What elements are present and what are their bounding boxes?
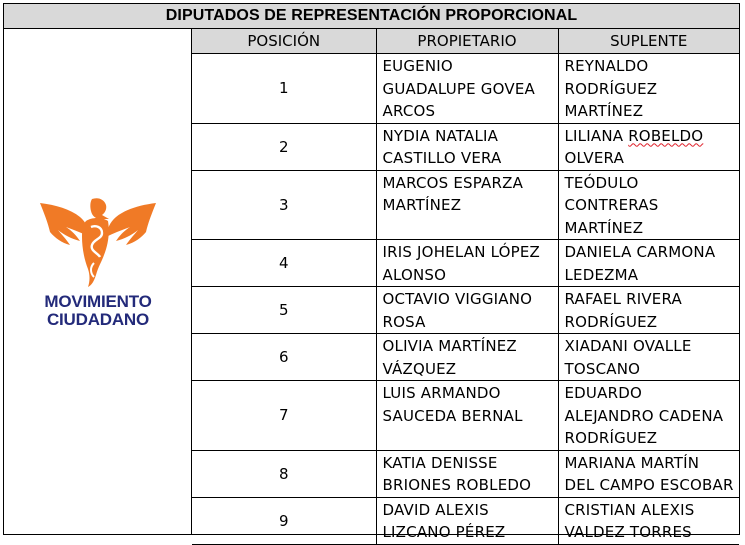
owner-cell — [376, 123, 558, 170]
table-row — [192, 287, 739, 334]
substitute-name-line: RODRÍGUEZ — [564, 79, 658, 98]
substitute-cell — [558, 123, 739, 170]
candidates-table — [192, 29, 739, 545]
substitute-cell — [558, 497, 739, 544]
eagle-icon — [36, 197, 160, 289]
table-row — [192, 497, 739, 544]
substitute-cell — [558, 334, 739, 381]
owner-name-line: EUGENIO — [382, 57, 453, 75]
owner-cell — [376, 497, 558, 544]
substitute-name-line: LEDEZMA — [564, 265, 639, 284]
header-owner: PROPIETARIO — [376, 29, 558, 54]
substitute-name-line: TEÓDULO — [564, 173, 639, 192]
party-name — [28, 293, 168, 329]
header-substitute: SUPLENTE — [558, 29, 739, 54]
substitute-name-line: CONTRERAS — [564, 196, 659, 214]
substitute-cell — [558, 54, 739, 124]
owner-name-line: MARCOS ESPARZA — [382, 173, 524, 192]
document-sheet — [3, 3, 740, 541]
substitute-cell — [558, 381, 739, 451]
owner-cell — [376, 54, 558, 124]
position-cell: 7 — [192, 381, 376, 451]
owner-cell — [376, 334, 558, 381]
owner-name-line: ALONSO — [382, 265, 447, 284]
substitute-cell — [558, 240, 739, 287]
owner-name-line: ROSA — [382, 312, 426, 331]
owner-cell — [376, 287, 558, 334]
substitute-name-line: XIADANI OVALLE — [564, 337, 692, 355]
owner-cell — [376, 381, 558, 451]
substitute-name-line: DANIELA CARMONA — [564, 243, 716, 261]
owner-name-line: LUIS ARMANDO — [382, 384, 501, 402]
party-name-line2: CIUDADANO — [46, 310, 150, 329]
owner-name-line: BRIONES ROBLEDO — [382, 476, 532, 494]
party-logo-cell — [4, 29, 192, 534]
table-row — [192, 123, 739, 170]
owner-name-line: NYDIA NATALIA — [382, 126, 499, 145]
owner-name-line: DAVID ALEXIS — [382, 500, 489, 519]
substitute-name-line: MARTÍNEZ — [564, 218, 644, 237]
table-row — [192, 450, 739, 497]
header-position: POSICIÓN — [192, 29, 376, 54]
table-row — [192, 334, 739, 381]
substitute-cell — [558, 450, 739, 497]
substitute-name-line: LILIANA ROBELDO — [564, 126, 704, 145]
owner-name-line: SAUCEDA BERNAL — [382, 406, 523, 425]
position-cell: 2 — [192, 123, 376, 170]
owner-name-line: VÁZQUEZ — [382, 359, 457, 378]
owner-name-line: GUADALUPE GOVEA — [382, 79, 535, 98]
candidates-table-wrapper — [192, 29, 739, 545]
substitute-name-line: REYNALDO — [564, 57, 649, 75]
spellcheck-underline: ROBELDO — [628, 126, 704, 145]
position-cell: 4 — [192, 240, 376, 287]
owner-cell — [376, 240, 558, 287]
table-row — [192, 170, 739, 240]
position-cell: 9 — [192, 497, 376, 544]
party-name-line1: MOVIMIENTO — [44, 292, 152, 311]
position-cell: 8 — [192, 450, 376, 497]
table-title: DIPUTADOS DE REPRESENTACIÓN PROPORCIONAL — [4, 4, 739, 29]
table-row — [192, 54, 739, 124]
substitute-name-line: ALEJANDRO CADENA — [564, 406, 724, 425]
owner-name-line: OCTAVIO VIGGIANO — [382, 290, 533, 308]
position-cell: 5 — [192, 287, 376, 334]
owner-name-line: IRIS JOHELAN LÓPEZ — [382, 243, 541, 261]
position-cell: 1 — [192, 54, 376, 124]
substitute-name-line: RODRÍGUEZ — [564, 429, 658, 447]
owner-name-line: CASTILLO VERA — [382, 149, 502, 167]
party-logo — [28, 197, 168, 337]
substitute-name-line: MARIANA MARTÍN — [564, 453, 700, 472]
owner-name-line: MARTÍNEZ — [382, 196, 462, 214]
substitute-name-line: RAFAEL RIVERA — [564, 290, 682, 308]
substitute-name-line: TOSCANO — [564, 359, 641, 378]
owner-name-line: LIZCANO PÉREZ — [382, 523, 506, 541]
owner-cell — [376, 170, 558, 240]
owner-name-line: OLIVIA MARTÍNEZ — [382, 337, 517, 355]
substitute-name-line: VALDEZ TORRES — [564, 523, 692, 541]
header-row — [192, 29, 739, 54]
substitute-name-line: CRISTIAN ALEXIS — [564, 500, 695, 519]
table-row — [192, 240, 739, 287]
owner-cell — [376, 450, 558, 497]
owner-name-line: KATIA DENISSE — [382, 453, 498, 472]
position-cell: 3 — [192, 170, 376, 240]
table-row — [192, 381, 739, 451]
owner-name-line: ARCOS — [382, 102, 436, 120]
substitute-cell — [558, 287, 739, 334]
substitute-cell — [558, 170, 739, 240]
substitute-name-line: RODRÍGUEZ — [564, 312, 658, 331]
substitute-name-line: OLVERA — [564, 149, 625, 167]
position-cell: 6 — [192, 334, 376, 381]
substitute-name-line: DEL CAMPO ESCOBAR — [564, 476, 734, 494]
substitute-name-line: EDUARDO — [564, 384, 642, 402]
substitute-name-line: MARTÍNEZ — [564, 102, 644, 120]
